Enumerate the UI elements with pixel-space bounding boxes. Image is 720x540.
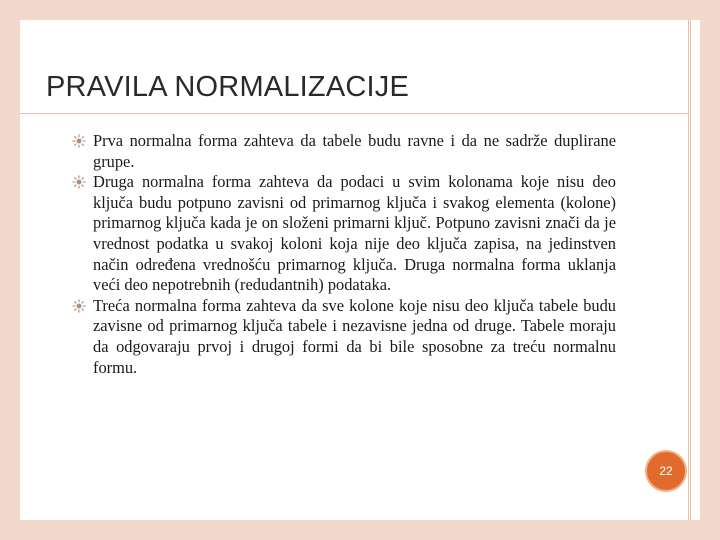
bullet-text: Prva normalna forma zahteva da tabele budu ravne i da ne sadrže duplirane grupe. <box>93 131 616 171</box>
slide-title: PRAVILA NORMALIZACIJE <box>46 71 410 103</box>
bullet-item <box>72 172 616 296</box>
bullet-item <box>72 131 616 172</box>
frame-bottom <box>0 520 720 540</box>
sun-bullet-icon <box>72 175 86 189</box>
bullet-text: Druga normalna forma zahteva da podaci u svim kolonama koje nisu deo ključa budu potpuno zavisni od primarnog ključa i svakog elementa (kolone) primarnog ključa kada je on složeni primarni ključ. Potpuno zavisni znači da je vrednost podatka u svakoj koloni koja nije deo ključa zapisa, na jedinstven način određena vrednošću primarnog ključa. Druga normalna forma uklanja veći deo nepotrebnih (redudantnih) podataka. <box>93 172 616 295</box>
sun-bullet-icon <box>72 134 86 148</box>
bullet-list <box>72 131 616 378</box>
bullet-item <box>72 296 616 378</box>
frame-top <box>0 0 720 20</box>
right-decor-rule <box>688 20 691 520</box>
bullet-text: Treća normalna forma zahteva da sve kolone koje nisu deo ključa tabele budu zavisne od primarnog ključa tabele i nezavisne jedna od druge. Tabele moraju da odgovaraju prvoj i drugoj formi da bi bile sposobne za treću normalnu formu. <box>93 295 616 377</box>
frame-left <box>0 0 20 540</box>
sun-bullet-icon <box>72 299 86 313</box>
page-number-badge <box>645 450 687 492</box>
frame-right <box>700 0 720 540</box>
page-number: 22 <box>659 464 673 478</box>
title-divider <box>20 113 688 114</box>
